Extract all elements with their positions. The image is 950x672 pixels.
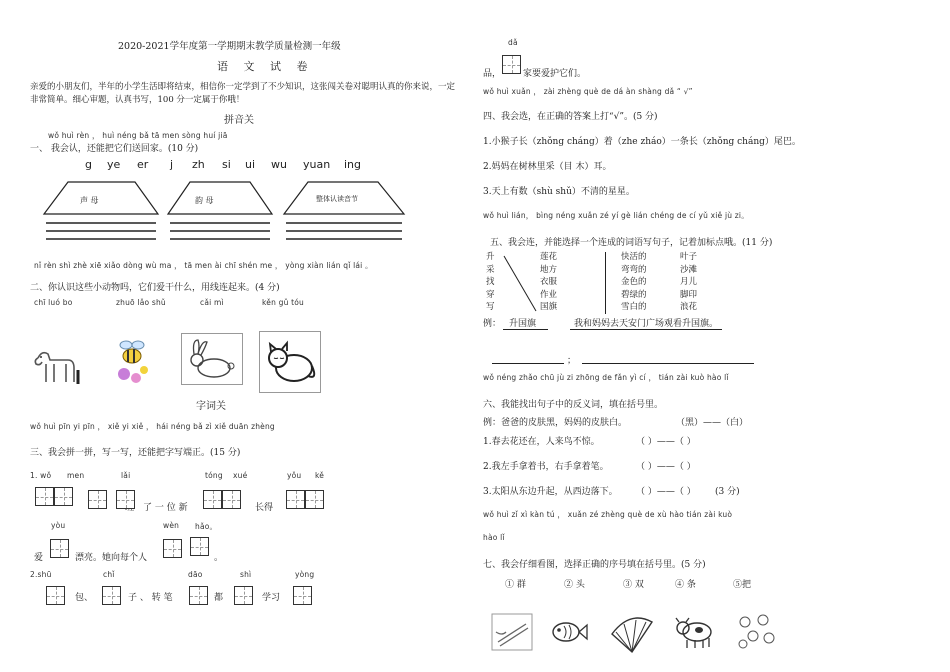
- pinyin-j[interactable]: j: [170, 158, 174, 171]
- house-label-yunmu: 韵 母: [195, 196, 214, 205]
- r1-py-lai: lǎi: [121, 471, 131, 480]
- section-word: 字词关: [196, 401, 226, 412]
- food-caimi[interactable]: cǎi mì: [200, 298, 224, 307]
- r1-py-wo: 1. wǒ: [30, 471, 52, 480]
- match-verb[interactable]: 采: [486, 264, 495, 275]
- write-box[interactable]: [222, 490, 241, 509]
- pinyin-ui[interactable]: ui: [245, 158, 256, 171]
- q4-prompt: 四、我会选，在正确的答案上打“√”。(5 分): [483, 112, 658, 122]
- q6-item-1: 1.春去花还在，人来鸟不惊。: [483, 437, 600, 447]
- q6-blank-3[interactable]: （ ）——（ ）: [636, 487, 696, 497]
- r1-boxes-a: [35, 487, 73, 506]
- q1-prompt: 一、 我会认，还能把它们送回家。(10 分): [30, 144, 199, 154]
- r3-text-xuexi: 学习: [262, 593, 281, 603]
- house-zhengti: [284, 182, 404, 239]
- q3-prompt: 三、我会拼一拼，写一写，还能把字写端正。(15 分): [30, 448, 241, 458]
- pinyin-er[interactable]: er: [137, 158, 149, 171]
- q7-option-5[interactable]: ⑤把: [733, 580, 752, 590]
- q2-pinyin: nǐ rèn shì zhè xiē xiǎo dòng wù ma ， tā men ài chī shén me ， yòng xiàn lián qǐ lái 。: [34, 261, 373, 270]
- r3-text-dou: 都: [214, 593, 224, 603]
- q2-prompt: 二、你认识这些小动物吗，它们爱干什么，用线连起来。(4 分): [30, 283, 280, 293]
- match-adj[interactable]: 弯弯的: [621, 264, 647, 275]
- pinyin-zh[interactable]: zh: [192, 158, 205, 171]
- r3-text-mid: 子 、 转 笔: [128, 593, 173, 603]
- q7-option-4[interactable]: ④ 条: [675, 580, 696, 590]
- write-box[interactable]: [163, 539, 182, 558]
- r2-boxes-a: [50, 539, 69, 558]
- write-box[interactable]: [35, 487, 54, 506]
- match-adj[interactable]: 碧绿的: [621, 289, 647, 300]
- match-noun2[interactable]: 叶子: [680, 252, 698, 262]
- bee-image[interactable]: [112, 338, 156, 388]
- write-box[interactable]: [305, 490, 324, 509]
- q1-pinyin: wǒ huì rèn ， huì néng bǎ tā men sòng huí jiā: [48, 131, 228, 140]
- match-noun[interactable]: 作业: [540, 289, 558, 300]
- q7-pinyin-2: hào lǐ: [483, 533, 505, 542]
- match-col-1: [486, 251, 495, 314]
- match-verb[interactable]: 穿: [486, 289, 495, 300]
- q6-blank-2[interactable]: （ ）——（ ）: [636, 462, 696, 472]
- cat-frame[interactable]: [259, 331, 321, 393]
- pinyin-yuan[interactable]: yuan: [303, 158, 331, 171]
- rabbit-image: [182, 334, 242, 384]
- r1-py-tong: tóng: [205, 471, 223, 480]
- write-box[interactable]: [293, 586, 312, 605]
- match-verb[interactable]: 找: [486, 277, 495, 287]
- answer-line-word[interactable]: [492, 363, 564, 364]
- write-box[interactable]: [190, 537, 209, 556]
- r2-text-end: 。: [214, 553, 224, 563]
- q4-item-1[interactable]: 1.小猴子长（zhǒng cháng）着（zhe zháo）一条长（zhǒng cháng）尾巴。: [483, 137, 801, 147]
- r3-boxes-a: [46, 586, 65, 605]
- pinyin-si[interactable]: si: [222, 158, 231, 171]
- q6-example-answer: （黑）——（白）: [676, 418, 749, 428]
- top-box: [502, 55, 521, 74]
- write-box[interactable]: [286, 490, 305, 509]
- match-col-4: [680, 251, 697, 314]
- q4-pinyin: wǒ huì xuǎn ， zài zhèng què de dá àn shàng dǎ “ √”: [483, 87, 693, 96]
- r3-py-shu: 2.shū: [30, 570, 52, 579]
- house-shengmu: [44, 182, 158, 239]
- write-box[interactable]: [234, 586, 253, 605]
- write-box[interactable]: [88, 490, 107, 509]
- q7-option-1[interactable]: ① 群: [505, 580, 526, 590]
- fish-image[interactable]: [548, 612, 588, 652]
- write-box[interactable]: [102, 586, 121, 605]
- match-noun2[interactable]: 月儿: [680, 277, 698, 287]
- r1-text-zhangde: 长得: [255, 503, 274, 513]
- exam-header: 2020-2021学年度第一学期期末教学质量检测一年级: [118, 41, 341, 52]
- match-col-3: [621, 251, 647, 314]
- r1-boxes-b: [88, 490, 107, 509]
- match-noun2[interactable]: 浪花: [680, 302, 698, 312]
- house-label-shengmu: 声 母: [80, 196, 99, 205]
- write-box[interactable]: [46, 586, 65, 605]
- write-box[interactable]: [203, 490, 222, 509]
- r3-boxes-e: [293, 586, 312, 605]
- answer-semicolon: ；: [567, 356, 577, 366]
- dog-image[interactable]: [32, 346, 82, 386]
- pinyin-ye[interactable]: ye: [107, 158, 121, 171]
- write-box[interactable]: [116, 490, 135, 509]
- pinyin-ing[interactable]: ing: [344, 158, 362, 171]
- q4-item-3[interactable]: 3.天上有数（shù shǔ）不清的星星。: [483, 187, 635, 197]
- write-box[interactable]: [502, 55, 521, 74]
- r2-boxes-c: [190, 537, 209, 556]
- r2-text-ai: 爱: [34, 553, 44, 563]
- match-noun[interactable]: 衣服: [540, 277, 558, 287]
- r1-py-men: men: [67, 471, 85, 480]
- match-verb[interactable]: 升: [486, 252, 495, 262]
- q6-item-3: 3.太阳从东边升起，从西边落下。: [483, 487, 618, 497]
- food-laoshu[interactable]: zhuō lǎo shǔ: [116, 298, 166, 307]
- umbrella-image[interactable]: [608, 610, 654, 654]
- q5-prompt: 五、我会连，并能选择一个连成的词语写句子，记着加标点哦。(11 分): [490, 238, 773, 248]
- match-noun[interactable]: 地方: [540, 264, 558, 275]
- match-noun[interactable]: 国旗: [540, 302, 558, 312]
- q7-pinyin-1: wǒ huì zǐ xì kàn tú ， xuǎn zé zhèng què de xù hào tián zài kuò: [483, 510, 733, 519]
- q6-blank-1[interactable]: （ ）——（ ）: [636, 437, 696, 447]
- chopsticks-image[interactable]: [490, 612, 534, 652]
- match-verb[interactable]: 写: [486, 302, 495, 312]
- match-noun[interactable]: 莲花: [540, 252, 558, 262]
- q5-pinyin: wǒ huì lián， bìng néng xuǎn zé yí gè lián chéng de cí yǔ xiě jù zi。: [483, 211, 749, 220]
- food-gutou[interactable]: kěn gǔ tóu: [262, 298, 305, 307]
- q6-prompt: 六、我能找出句子中的反义词，填在括号里。: [483, 400, 664, 410]
- r1-py-ke: kě: [315, 471, 325, 480]
- match-noun2[interactable]: 脚印: [680, 289, 698, 300]
- q7-prompt: 七、我会仔细看图，选择正确的序号填在括号里。(5 分): [483, 560, 706, 570]
- r2-py-wen: wèn: [163, 521, 180, 530]
- match-noun2[interactable]: 沙滩: [680, 264, 698, 275]
- q4-item-2[interactable]: 2.妈妈在树林里采（目 木）耳。: [483, 162, 612, 172]
- houses-diagram: [40, 180, 430, 246]
- pinyin-g[interactable]: g: [85, 158, 92, 171]
- r3-boxes-d: [234, 586, 253, 605]
- r3-boxes-c: [189, 586, 208, 605]
- example-word: 升国旗: [503, 316, 548, 330]
- example-label: 例：: [483, 319, 502, 329]
- r2-boxes-b: [163, 539, 182, 558]
- r3-py-dao: dāo: [188, 570, 203, 579]
- r2-py-you: yòu: [51, 521, 66, 530]
- example-sentence: 我和妈妈去天安门广场观看升国旗。: [570, 316, 722, 330]
- q6-example: 例：爸爸的皮肤黑，妈妈的皮肤白。: [483, 418, 628, 428]
- top-line-a: 品，: [483, 69, 502, 79]
- house-yunmu: [168, 182, 272, 239]
- r2-text-mid: 漂亮。她向每个人: [75, 553, 148, 563]
- example-connect-line: [500, 253, 540, 315]
- top-line-b: 家要爱护它们。: [523, 69, 587, 79]
- r1-boxes-e: [286, 490, 324, 509]
- answer-line-sentence[interactable]: [582, 363, 754, 364]
- pinyin-wu[interactable]: wu: [271, 158, 287, 171]
- match-adj[interactable]: 雪白的: [621, 302, 647, 312]
- r1-py-xue: xué: [233, 471, 248, 480]
- cat-image: [260, 332, 320, 392]
- r3-text-bao: 包、: [75, 593, 94, 603]
- r3-boxes-b: [102, 586, 121, 605]
- r2-py-hao: hǎo。: [195, 522, 218, 531]
- top-pinyin-da: dǎ: [508, 38, 518, 47]
- sheep-flock-image[interactable]: [735, 610, 779, 652]
- subject-title: 语 文 试 卷: [217, 60, 314, 73]
- write-box[interactable]: [189, 586, 208, 605]
- match-col-2: [540, 251, 557, 314]
- house-label-zhengti: 整体认读音节: [316, 195, 358, 203]
- match-adj[interactable]: 金色的: [621, 277, 647, 287]
- q7-option-3[interactable]: ③ 双: [623, 580, 644, 590]
- match-divider: [605, 252, 606, 314]
- q7-option-2[interactable]: ② 头: [564, 580, 585, 590]
- r1-text-mid: 了 一 位 新: [143, 503, 188, 513]
- q3-pinyin: wǒ huì pīn yi pīn ， xiě yi xiě ， hái néng bǎ zì xiě duān zhèng: [30, 422, 275, 431]
- q6-score: (3 分): [715, 487, 740, 497]
- r1-py-you: yǒu: [287, 471, 302, 480]
- food-luobo[interactable]: chī luó bo: [34, 298, 73, 307]
- q6-item-2: 2.我左手拿着书，右手拿着笔。: [483, 462, 609, 472]
- write-box[interactable]: [50, 539, 69, 558]
- r1-boxes-d: [203, 490, 241, 509]
- r3-py-chi: chǐ: [103, 570, 115, 579]
- q6-pinyin: wǒ néng zhǎo chū jù zi zhōng de fǎn yì cí ， tián zài kuò hào lǐ: [483, 373, 729, 382]
- section-pinyin: 拼音关: [224, 115, 254, 126]
- write-box[interactable]: [54, 487, 73, 506]
- r1-boxes-c: [116, 490, 135, 509]
- rabbit-frame[interactable]: [181, 333, 243, 385]
- intro-line-2: 非常简单。细心审题，认真书写，100 分一定属于你哦！: [30, 95, 245, 105]
- r3-py-yong: yòng: [295, 570, 315, 579]
- cow-image[interactable]: [673, 610, 719, 652]
- intro-line-1: 亲爱的小朋友们，半年的小学生活即将结束，相信你一定学到了不少知识，这张闯关卷对聪明认真的你来说，一定: [30, 82, 456, 92]
- r3-py-shi: shì: [240, 570, 252, 579]
- match-adj[interactable]: 快活的: [621, 252, 647, 262]
